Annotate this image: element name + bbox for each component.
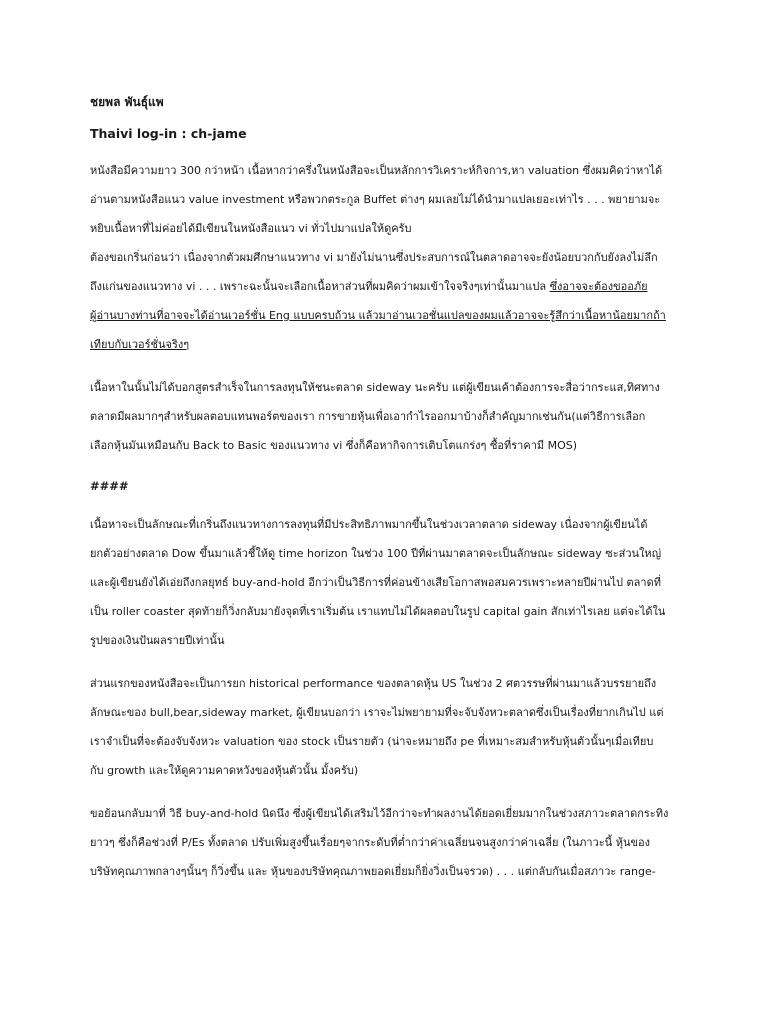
text-line: เราจำเป็นที่จะต้องจับจังหวะ valuation ของ stock เป็นรายตัว (น่าจะหมายถึง pe ที่เหมาะสมสำหรับหุ้นตัวนั้นๆเมื่อเทียบ: [90, 735, 654, 748]
text-line: ตลาดมีผลมากๆสำหรับผลตอบแทนพอร์ตของเรา การขายหุ้นเพื่อเอากำไรออกมาบ้างก็สำคัญมากเช่นกัน(แต่วิธีการเลือก: [90, 410, 646, 423]
underlined-line: ผู้อ่านบางท่านที่อาจจะได้อ่านเวอร์ชั่น Eng แบบครบถ้วน แล้วมาอ่านเวอชั่นแปลของผมแล้วอาจจะรู้สึกว่าเนื้อหาน้อยมากถ้า: [90, 309, 666, 322]
text-line: อ่านตามหนังสือแนว value investment หรือพวกตระกูล Buffet ต่างๆ ผมเลยไม่ได้นำมาแปลเยอะเท่าไร . . . พยายามจะ: [90, 193, 661, 206]
author-name: ชยพล พันธุ์แพ: [90, 95, 164, 109]
text-line: กับ growth และให้ดูความคาดหวังของหุ้นตัวนั้น มั้งครับ): [90, 764, 359, 777]
text-line: เลือกหุ้นมันเหมือนกับ Back to Basic ของแนวทาง vi ซึ่งก็คือหากิจการเติบโตแกร่งๆ ซื้อที่ราคามี MOS): [90, 439, 578, 452]
login-line: Thaivi log-in : ch-jame: [90, 126, 247, 141]
paragraph-sideway: [90, 373, 680, 460]
document-page: [90, 92, 680, 900]
text-segment: ถึงแก่นของแนวทาง vi . . . เพราะฉะนั้นจะเลือกเนื้อหาส่วนที่ผมคิดว่าผมเข้าใจจริงๆเท่านั้นมาแปล: [90, 280, 550, 293]
paragraph-dow: [90, 510, 680, 655]
text-line: ขอย้อนกลับมาที่ วิธี buy-and-hold นิดนึง ซึ่งผู้เขียนได้เสริมไว้อีกว่าจะทำผลงานได้ยอดเยี่ยมมากในช่วงสภาวะตลาดกระทิง: [90, 807, 669, 820]
text-line: เนื้อหาในนั้นไม่ได้บอกสูตรสำเร็จในการลงทุนให้ชนะตลาด sideway นะครับ แต่ผู้เขียนเค้าต้องการจะสื่อว่ากระแส,ทิศทาง: [90, 381, 660, 394]
text-line: ยกตัวอย่างตลาด Dow ขึ้นมาแล้วชี้ให้ดู time horizon ในช่วง 100 ปีที่ผ่านมาตลาดจะเป็นลักษณะ sideway ซะส่วนใหญ่: [90, 547, 662, 560]
text-line: ต้องขอเกริ่นก่อนว่า เนื่องจากตัวผมศึกษาแนวทาง vi มายังไม่นานซึ่งประสบการณ์ในตลาดอาจจะยังน้อยบวกกับยังลงไม่ลึก: [90, 251, 658, 264]
text-line: หนังสือมีความยาว 300 กว่าหน้า เนื้อหากว่าครึ่งในหนังสือจะเป็นหลักการวิเคราะห์กิจการ,หา valuation ซึ่งผมคิดว่าหาได้: [90, 164, 663, 177]
paragraph-intro: [90, 156, 680, 359]
text-line-mixed: [90, 272, 680, 301]
text-line: บริษัทคุณภาพกลางๆนั้นๆ ก็วิ่งขึ้น และ หุ้นของบริษัทคุณภาพยอดเยี่ยมก็ยิ่งวิ่งเป็นจรวด) . . . แต่กลับกันเมื่อสภาวะ range-: [90, 865, 656, 878]
underlined-segment: เทียบกับเวอร์ชั่นจริงๆ: [90, 338, 190, 351]
text-line: และผู้เขียนยังได้เอ่ยถึงกลยุทธ์ buy-and-hold อีกว่าเป็นวิธีการที่ค่อนข้างเสียโอกาสพอสมควรเพราะหลายปีผ่านไป ตลาดที่: [90, 576, 661, 589]
underlined-segment: ซึ่งอาจจะต้องขออภัย: [549, 280, 648, 293]
paragraph-historical: [90, 669, 680, 785]
text-line: ส่วนแรกของหนังสือจะเป็นการยก historical performance ของตลาดหุ้น US ในช่วง 2 ศตวรรษที่ผ่านมาแล้วบรรยายถึง: [90, 677, 657, 690]
text-line: ลักษณะของ bull,bear,sideway market, ผู้เขียนบอกว่า เราจะไม่พยายามที่จะจับจังหวะตลาดซึ่งเป็นเรื่องที่ยากเกินไป แต่: [90, 706, 664, 719]
text-line: เนื้อหาจะเป็นลักษณะที่เกริ่นถึงแนวทางการลงทุนที่มีประสิทธิภาพมากขึ้นในช่วงเวลาตลาด sideway เนื่องจากผู้เขียนได้: [90, 518, 648, 531]
text-line: ยาวๆ ซึ่งก็คือช่วงที่ P/Es ทั้งตลาด ปรับเพิ่มสูงขึ้นเรื่อยๆจากระดับที่ต่ำกว่าค่าเฉลี่ยนจนสูงกว่าค่าเฉลี่ย (ในภาวะนี้ หุ้นของ: [90, 836, 650, 849]
text-line: รูปของเงินปันผลรายปีเท่านั้น: [90, 634, 225, 647]
text-line-mixed: [90, 330, 680, 359]
text-line: หยิบเนื้อหาที่ไม่ค่อยได้มีเขียนในหนังสือแนว vi ทั่วไปมาแปลให้ดูครับ: [90, 222, 412, 235]
text-line: เป็น roller coaster สุดท้ายก็วิ่งกลับมายังจุดที่เราเริ่มต้น เราแทบไม่ได้ผลตอบในรูป capital gain สักเท่าไรเลย แต่จะได้ใน: [90, 605, 666, 618]
section-separator: ####: [90, 479, 129, 493]
paragraph-buy-and-hold: [90, 799, 680, 886]
